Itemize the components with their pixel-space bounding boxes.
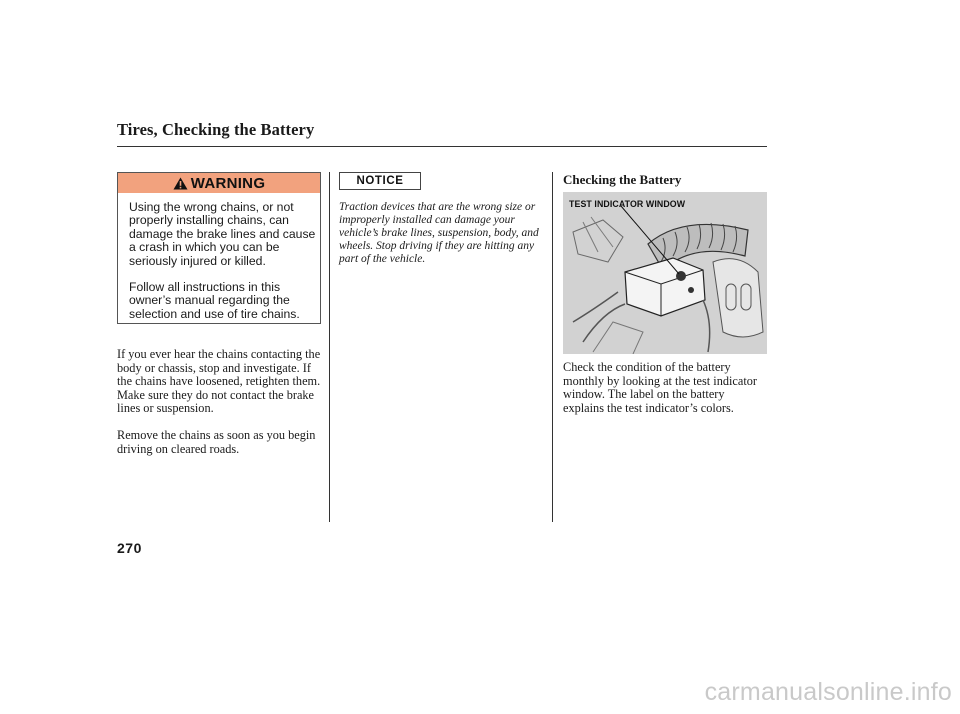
warning-triangle-icon	[173, 177, 188, 190]
warning-paragraph: Follow all instructions in this owner’s manual regarding the selection and use of tire chains.	[129, 280, 300, 321]
notice-box	[339, 172, 421, 190]
notice-text: Traction devices that are the wrong size or improperly installed can damage your vehicle’s brake lines, suspension, body, and wheels. Stop driving if they are hitting any part of the vehicle.	[339, 201, 539, 265]
image-caption: TEST INDICATOR WINDOW	[569, 199, 686, 209]
body-paragraph: Remove the chains as soon as you begin driving on cleared roads.	[117, 427, 316, 456]
battery-text	[563, 361, 768, 428]
column-divider-right	[552, 172, 553, 522]
warning-label: WARNING	[190, 174, 266, 192]
page-number: 270	[117, 540, 142, 556]
column-divider-left	[329, 172, 330, 522]
body-paragraph: Check the condition of the battery monthly by looking at the test indicator window. The label on the battery explains the test indicator’s colors.	[563, 360, 757, 415]
engine-bay-illustration	[563, 192, 767, 354]
warning-paragraph: Using the wrong chains, or not properly installing chains, can damage the brake lines and cause a crash in which you can be seriously injured or killed.	[129, 200, 316, 268]
body-paragraph: If you ever hear the chains contacting the body or chassis, stop and investigate. If the chains have loosened, retighten them. Make sure they do not contact the brake lines or suspension.	[117, 347, 321, 416]
left-column-text	[117, 348, 322, 469]
battery-photo	[563, 192, 767, 354]
title-divider	[117, 146, 767, 147]
warning-box	[117, 172, 321, 324]
warning-text	[129, 201, 319, 334]
warning-header	[118, 173, 320, 193]
watermark: carmanualsonline.info	[704, 678, 952, 706]
section-heading: Checking the Battery	[563, 172, 682, 187]
page-title: Tires, Checking the Battery	[117, 120, 315, 139]
notice-label: NOTICE	[356, 175, 404, 187]
